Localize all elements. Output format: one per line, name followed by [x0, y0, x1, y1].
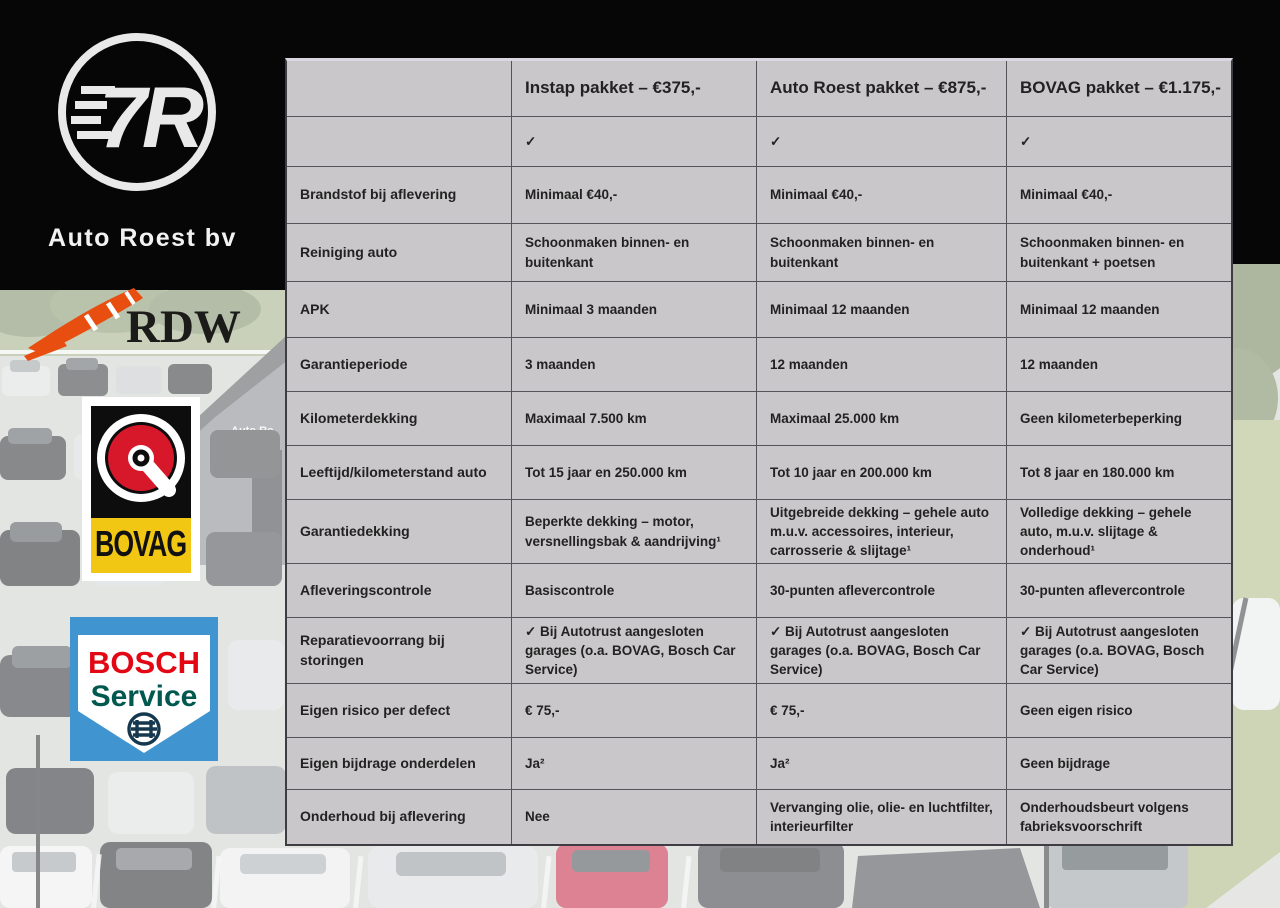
- table-cell: Tot 10 jaar en 200.000 km: [757, 446, 1007, 500]
- table-cell: Nee: [512, 790, 757, 844]
- table-cell: Basiscontrole: [512, 564, 757, 618]
- table-cell: ✓ Bij Autotrust aangesloten garages (o.a. BOVAG, Bosch Car Service): [1007, 618, 1231, 684]
- table-cell: Maximaal 25.000 km: [757, 392, 1007, 446]
- row-label: Leeftijd/kilometerstand auto: [287, 446, 512, 500]
- row-label: Eigen bijdrage onderdelen: [287, 738, 512, 790]
- rdw-wordmark: RDW: [126, 301, 241, 353]
- package-comparison-table: [285, 58, 1233, 846]
- row-label: Onderhoud bij aflevering: [287, 790, 512, 844]
- row-label: Garantieperiode: [287, 338, 512, 392]
- table-cell: Geen eigen risico: [1007, 684, 1231, 738]
- table-cell: Minimaal €40,-: [757, 167, 1007, 224]
- row-label: [287, 117, 512, 167]
- table-cell: 12 maanden: [757, 338, 1007, 392]
- row-label: Afleveringscontrole: [287, 564, 512, 618]
- table-cell: Vervanging olie, olie- en luchtfilter, interieurfilter: [757, 790, 1007, 844]
- table-header-instap: Instap pakket – €375,-: [512, 61, 757, 117]
- table-cell: € 75,-: [512, 684, 757, 738]
- table-cell: Tot 8 jaar en 180.000 km: [1007, 446, 1231, 500]
- table-cell: Maximaal 7.500 km: [512, 392, 757, 446]
- table-cell: ✓ Bij Autotrust aangesloten garages (o.a. BOVAG, Bosch Car Service): [512, 618, 757, 684]
- table-cell: 3 maanden: [512, 338, 757, 392]
- bosch-wordmark: BOSCH: [88, 645, 200, 680]
- table-cell: 12 maanden: [1007, 338, 1231, 392]
- bovag-wordmark-band: [91, 518, 191, 573]
- row-label: APK: [287, 282, 512, 338]
- table-cell: Schoonmaken binnen- en buitenkant + poetsen: [1007, 224, 1231, 282]
- bovag-wordmark: BOVAG: [95, 524, 187, 565]
- top-black-band: [285, 0, 1280, 58]
- bovag-logo: [82, 397, 200, 581]
- table-cell: Onderhoudsbeurt volgens fabrieksvoorschrift: [1020, 799, 1189, 834]
- row-label: Reiniging auto: [287, 224, 512, 282]
- table-cell: Schoonmaken binnen- en buitenkant: [757, 224, 1007, 282]
- table-cell: Geen kilometerbeperking: [1007, 392, 1231, 446]
- table-cell: 30-punten aflevercontrole: [757, 564, 1007, 618]
- table-cell: Tot 15 jaar en 250.000 km: [512, 446, 757, 500]
- row-label: Brandstof bij aflevering: [287, 167, 512, 224]
- bosch-service-logo: [70, 617, 218, 761]
- row-label: Kilometerdekking: [287, 392, 512, 446]
- table-cell: Volledige dekking – gehele auto, m.u.v. slijtage & onderhoud¹: [1007, 500, 1231, 564]
- table-cell-checkmark: ✓: [1007, 117, 1231, 167]
- bosch-service-text: Service: [90, 680, 198, 713]
- row-label: Garantiedekking: [287, 500, 512, 564]
- table-header-blank: [287, 61, 512, 117]
- auto-roest-logo-icon: [53, 28, 221, 196]
- table-cell: Minimaal 3 maanden: [512, 282, 757, 338]
- table-cell: Minimaal €40,-: [1007, 167, 1231, 224]
- table-cell: Minimaal 12 maanden: [757, 282, 1007, 338]
- right-black-band: [1233, 58, 1280, 264]
- table-cell: ✓ Bij Autotrust aangesloten garages (o.a. BOVAG, Bosch Car Service): [757, 618, 1007, 684]
- company-name: Auto Roest bv: [48, 224, 237, 252]
- row-label: Reparatievoorrang bij storingen: [287, 618, 512, 684]
- table-cell: Geen bijdrage: [1007, 738, 1231, 790]
- table-header-bovag: BOVAG pakket – €1.175,-: [1007, 61, 1231, 117]
- table-cell: Ja²: [757, 738, 1007, 790]
- table-header-auto-roest: Auto Roest pakket – €875,-: [757, 61, 1007, 117]
- table-cell: Schoonmaken binnen- en buitenkant: [512, 224, 757, 282]
- table-cell: Minimaal 12 maanden: [1007, 282, 1231, 338]
- table-cell-checkmark: ✓: [757, 117, 1007, 167]
- bovag-emblem-icon: [91, 406, 191, 518]
- table-cell: Uitgebreide dekking – gehele auto m.u.v. accessoires, interieur, carrosserie & slijtage¹: [757, 500, 1007, 564]
- table-cell: Minimaal €40,-: [512, 167, 757, 224]
- rdw-logo: [22, 282, 252, 364]
- table-cell: 30-punten aflevercontrole: [1007, 564, 1231, 618]
- row-label: Eigen risico per defect: [287, 684, 512, 738]
- monogram-text: 7R: [99, 70, 199, 166]
- table-cell: € 75,-: [757, 684, 1007, 738]
- table-cell: Beperkte dekking – motor, versnellingsbak & aandrijving¹: [512, 500, 757, 564]
- table-cell: Ja²: [512, 738, 757, 790]
- table-cell-checkmark: ✓: [512, 117, 757, 167]
